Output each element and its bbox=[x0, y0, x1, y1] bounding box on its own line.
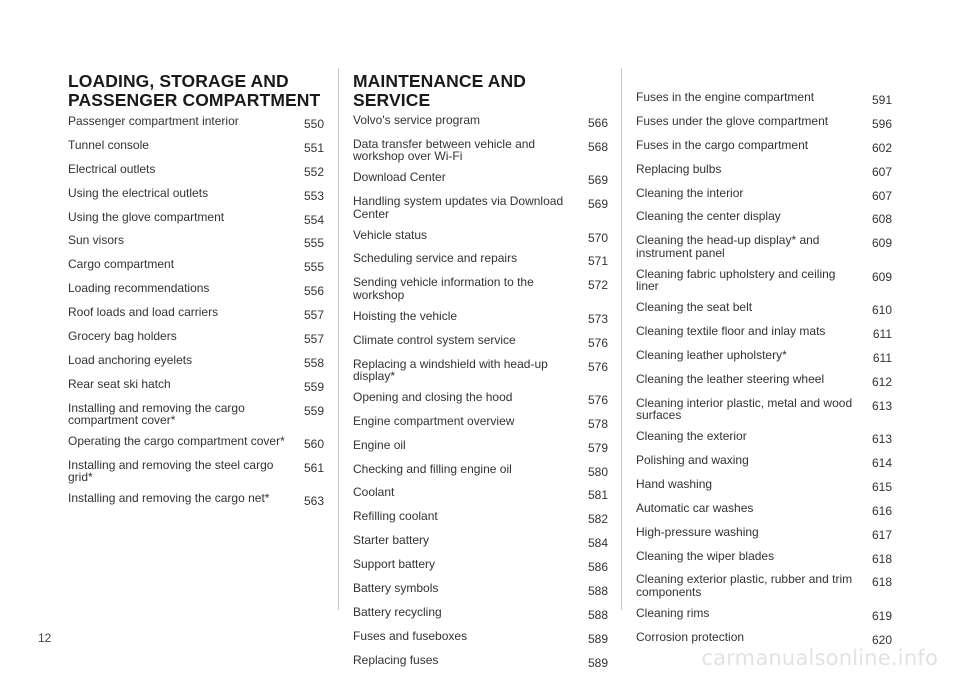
toc-column-loading bbox=[68, 62, 324, 516]
toc-entry[interactable] bbox=[68, 492, 324, 508]
toc-entry[interactable] bbox=[636, 234, 892, 259]
toc-entry[interactable] bbox=[636, 325, 892, 341]
toc-entry[interactable] bbox=[636, 163, 892, 179]
toc-entry-page: 619 bbox=[871, 608, 892, 623]
toc-entry-page: 572 bbox=[587, 278, 608, 293]
toc-entry-title: Cleaning the seat belt bbox=[636, 300, 753, 315]
toc-entry[interactable] bbox=[68, 115, 324, 131]
toc-entry-title: Roof loads and load carriers bbox=[68, 305, 219, 320]
toc-entry[interactable] bbox=[68, 459, 324, 484]
toc-entry-page: 615 bbox=[871, 479, 892, 494]
toc-entry[interactable] bbox=[353, 582, 608, 598]
toc-entry[interactable] bbox=[68, 378, 324, 394]
toc-entry[interactable] bbox=[68, 306, 324, 322]
toc-entry-title: Automatic car washes bbox=[636, 500, 754, 515]
toc-entry-title: Scheduling service and repairs bbox=[353, 251, 518, 266]
toc-entry-page: 609 bbox=[871, 269, 892, 284]
toc-entry-title: Replacing fuses bbox=[353, 652, 439, 667]
toc-list bbox=[68, 115, 324, 508]
toc-entry-page: 554 bbox=[303, 212, 324, 227]
toc-entry-page: 557 bbox=[303, 308, 324, 323]
toc-entry-title: Cleaning textile floor and inlay mats bbox=[636, 324, 826, 339]
toc-entry-title: Replacing a windshield with head-up display* bbox=[353, 356, 548, 384]
toc-entry[interactable] bbox=[636, 373, 892, 389]
toc-entry[interactable] bbox=[353, 439, 608, 455]
toc-entry[interactable] bbox=[636, 115, 892, 131]
toc-entry-title: Opening and closing the hood bbox=[353, 389, 513, 404]
toc-entry-page: 618 bbox=[871, 551, 892, 566]
toc-entry-page: 608 bbox=[871, 212, 892, 227]
toc-entry-page: 588 bbox=[587, 607, 608, 622]
toc-entry-title: Installing and removing the cargo compartment cover* bbox=[68, 400, 245, 428]
toc-entry-title: Sending vehicle information to the workshop bbox=[353, 275, 534, 302]
toc-entry[interactable] bbox=[636, 349, 892, 365]
toc-entry-title: Cleaning fabric upholstery and ceiling liner bbox=[636, 266, 836, 294]
toc-entry-page: 571 bbox=[587, 254, 608, 269]
toc-entry-title: Cleaning the center display bbox=[636, 209, 781, 224]
toc-entry-page: 602 bbox=[871, 140, 892, 155]
toc-entry-title: Cleaning the head-up display* and instrument panel bbox=[636, 233, 820, 260]
column-divider bbox=[621, 68, 622, 610]
toc-entry-page: 616 bbox=[871, 503, 892, 518]
toc-entry-page: 576 bbox=[587, 359, 608, 374]
toc-entry-page: 550 bbox=[303, 117, 324, 131]
toc-entry[interactable] bbox=[353, 276, 608, 301]
toc-entry-page: 596 bbox=[871, 116, 892, 131]
toc-entry-title: Cleaning leather upholstery* bbox=[636, 347, 787, 362]
toc-entry-page: 607 bbox=[871, 164, 892, 179]
toc-entry-title: Coolant bbox=[353, 485, 395, 500]
toc-entry-page: 559 bbox=[303, 403, 324, 418]
toc-entry[interactable] bbox=[68, 234, 324, 250]
toc-entry[interactable] bbox=[636, 573, 892, 598]
toc-entry-page: 581 bbox=[587, 488, 608, 503]
toc-entry-title: Passenger compartment interior bbox=[68, 114, 239, 128]
toc-entry-page: 580 bbox=[587, 464, 608, 479]
toc-entry-title: Operating the cargo compartment cover* bbox=[68, 434, 285, 449]
toc-entry[interactable] bbox=[353, 534, 608, 550]
toc-entry-title: Cleaning rims bbox=[636, 605, 710, 620]
toc-entry[interactable] bbox=[68, 187, 324, 203]
toc-entry-title: Cleaning the wiper blades bbox=[636, 548, 775, 563]
toc-entry[interactable] bbox=[353, 229, 608, 245]
toc-entry-page: 589 bbox=[587, 655, 608, 670]
toc-entry[interactable] bbox=[353, 606, 608, 622]
toc-entry-page: 576 bbox=[587, 392, 608, 407]
watermark: carmanualsonline.info bbox=[701, 646, 938, 670]
toc-entry-title: Fuses under the glove compartment bbox=[636, 113, 829, 128]
toc-entry[interactable] bbox=[353, 391, 608, 407]
toc-entry-title: Download Center bbox=[353, 170, 446, 185]
toc-entry[interactable] bbox=[636, 210, 892, 226]
toc-column-maintenance bbox=[353, 62, 608, 678]
toc-entry-title: Volvo's service program bbox=[353, 113, 481, 127]
toc-entry[interactable] bbox=[68, 330, 324, 346]
toc-entry-title: Cleaning the leather steering wheel bbox=[636, 371, 825, 386]
toc-entry[interactable] bbox=[68, 435, 324, 451]
toc-entry-title: High-pressure washing bbox=[636, 524, 759, 539]
section-heading: MAINTENANCE AND SERVICE bbox=[353, 71, 526, 110]
toc-entry[interactable] bbox=[68, 282, 324, 298]
toc-entry-page: 561 bbox=[303, 460, 324, 475]
toc-entry-page: 586 bbox=[587, 560, 608, 575]
toc-entry[interactable] bbox=[353, 358, 608, 383]
toc-entry-page: 551 bbox=[303, 140, 324, 155]
toc-entry[interactable] bbox=[636, 301, 892, 317]
toc-entry-page: 569 bbox=[587, 173, 608, 188]
toc-entry-title: Cargo compartment bbox=[68, 257, 175, 272]
toc-entry-page: 609 bbox=[871, 236, 892, 251]
toc-entry-title: Support battery bbox=[353, 557, 436, 572]
toc-entry-title: Battery symbols bbox=[353, 581, 439, 596]
toc-entry-title: Electrical outlets bbox=[68, 161, 156, 176]
toc-entry-page: 579 bbox=[587, 440, 608, 455]
toc-entry-title: Fuses in the engine compartment bbox=[636, 90, 815, 104]
toc-entry-page: 584 bbox=[587, 536, 608, 551]
toc-entry-page: 573 bbox=[587, 311, 608, 326]
toc-entry[interactable] bbox=[353, 252, 608, 268]
toc-entry[interactable] bbox=[68, 354, 324, 370]
toc-entry-title: Data transfer between vehicle and workshop over Wi-Fi bbox=[353, 136, 536, 164]
toc-entry[interactable] bbox=[353, 463, 608, 479]
toc-entry[interactable] bbox=[353, 310, 608, 326]
toc-entry-page: 607 bbox=[871, 188, 892, 203]
toc-entry-title: Cleaning the interior bbox=[636, 185, 744, 200]
toc-column-maintenance-continued bbox=[636, 62, 892, 655]
toc-entry-page: 613 bbox=[871, 432, 892, 447]
toc-entry-page: 566 bbox=[587, 116, 608, 130]
toc-list bbox=[636, 91, 892, 646]
toc-entry[interactable] bbox=[353, 654, 608, 670]
toc-entry-page: 559 bbox=[303, 379, 324, 394]
toc-entry-title: Fuses in the cargo compartment bbox=[636, 137, 809, 152]
toc-entry-page: 613 bbox=[871, 398, 892, 413]
toc-entry-page: 618 bbox=[871, 575, 892, 590]
toc-entry-page: 591 bbox=[871, 93, 892, 107]
toc-entry-page: 582 bbox=[587, 512, 608, 527]
toc-entry-page: 560 bbox=[303, 437, 324, 452]
toc-entry[interactable] bbox=[636, 502, 892, 518]
toc-entry-title: Climate control system service bbox=[353, 332, 516, 347]
toc-entry[interactable] bbox=[353, 558, 608, 574]
toc-entry-title: Fuses and fuseboxes bbox=[353, 628, 468, 643]
toc-entry[interactable] bbox=[68, 163, 324, 179]
toc-entry[interactable] bbox=[636, 187, 892, 203]
toc-entry[interactable] bbox=[636, 268, 892, 293]
toc-entry[interactable] bbox=[68, 402, 324, 427]
toc-entry-title: Engine oil bbox=[353, 437, 406, 452]
toc-entry[interactable] bbox=[636, 607, 892, 623]
column-divider bbox=[338, 68, 339, 610]
toc-entry[interactable] bbox=[636, 550, 892, 566]
toc-entry-title: Handling system updates via Download Center bbox=[353, 194, 564, 221]
toc-entry[interactable] bbox=[68, 258, 324, 274]
toc-entry-page: 570 bbox=[587, 230, 608, 245]
toc-entry[interactable] bbox=[353, 415, 608, 431]
toc-entry-title: Replacing bulbs bbox=[636, 161, 722, 176]
toc-entry-page: 589 bbox=[587, 631, 608, 646]
toc-entry[interactable] bbox=[68, 139, 324, 155]
toc-entry-page: 553 bbox=[303, 188, 324, 203]
toc-entry-page: 555 bbox=[303, 236, 324, 251]
toc-entry[interactable] bbox=[636, 454, 892, 470]
page-number: 12 bbox=[38, 631, 52, 645]
toc-entry-page: 611 bbox=[872, 327, 892, 342]
toc-entry-title: Using the glove compartment bbox=[68, 209, 225, 224]
toc-entry[interactable] bbox=[353, 195, 608, 220]
toc-entry-title: Using the electrical outlets bbox=[68, 185, 209, 200]
toc-entry-page: 576 bbox=[587, 335, 608, 350]
toc-entry[interactable] bbox=[353, 486, 608, 502]
toc-entry[interactable] bbox=[636, 478, 892, 494]
toc-entry-title: Battery recycling bbox=[353, 604, 442, 619]
toc-entry-page: 620 bbox=[871, 632, 892, 647]
toc-list bbox=[353, 114, 608, 669]
toc-entry-title: Tunnel console bbox=[68, 137, 149, 152]
toc-entry[interactable] bbox=[636, 91, 892, 107]
toc-entry[interactable] bbox=[636, 631, 892, 647]
section-heading: LOADING, STORAGE AND PASSENGER COMPARTMENT bbox=[68, 71, 321, 110]
toc-entry-page: 556 bbox=[303, 284, 324, 299]
toc-entry-title: Grocery bag holders bbox=[68, 329, 177, 344]
toc-entry[interactable] bbox=[353, 114, 608, 130]
toc-entry-title: Checking and filling engine oil bbox=[353, 461, 512, 476]
toc-entry[interactable] bbox=[636, 430, 892, 446]
toc-entry-page: 555 bbox=[303, 260, 324, 275]
toc-entry-title: Cleaning the exterior bbox=[636, 429, 747, 444]
toc-entry[interactable] bbox=[353, 334, 608, 350]
toc-entry-title: Refilling coolant bbox=[353, 509, 438, 524]
toc-entry-title: Cleaning exterior plastic, rubber and trim components bbox=[636, 572, 853, 599]
toc-entry-page: 578 bbox=[587, 416, 608, 431]
toc-entry[interactable] bbox=[636, 139, 892, 155]
toc-entry-page: 614 bbox=[871, 455, 892, 470]
toc-entry-page: 569 bbox=[587, 197, 608, 212]
toc-entry[interactable] bbox=[353, 171, 608, 187]
toc-entry-page: 563 bbox=[303, 494, 324, 509]
toc-entry-title: Polishing and waxing bbox=[636, 452, 749, 467]
toc-entry-page: 557 bbox=[303, 332, 324, 347]
toc-entry-title: Engine compartment overview bbox=[353, 413, 515, 428]
toc-entry[interactable] bbox=[353, 630, 608, 646]
toc-entry-page: 617 bbox=[871, 527, 892, 542]
toc-entry-page: 588 bbox=[587, 584, 608, 599]
toc-entry[interactable] bbox=[353, 138, 608, 163]
toc-entry-page: 558 bbox=[303, 355, 324, 370]
toc-entry-title: Loading recommendations bbox=[68, 281, 210, 296]
toc-entry-title: Sun visors bbox=[68, 233, 125, 248]
toc-entry-title: Vehicle status bbox=[353, 227, 428, 242]
toc-entry-page: 552 bbox=[303, 164, 324, 179]
toc-entry-page: 610 bbox=[871, 303, 892, 318]
toc-entry-title: Starter battery bbox=[353, 533, 430, 548]
toc-entry-title: Cleaning interior plastic, metal and wood surfaces bbox=[636, 395, 853, 423]
toc-entry-title: Hoisting the vehicle bbox=[353, 308, 458, 323]
toc-entry[interactable] bbox=[636, 526, 892, 542]
toc-entry-title: Load anchoring eyelets bbox=[68, 352, 193, 367]
toc-entry-title: Corrosion protection bbox=[636, 629, 745, 644]
toc-entry-title: Hand washing bbox=[636, 476, 713, 491]
toc-entry-page: 612 bbox=[871, 374, 892, 389]
toc-entry[interactable] bbox=[68, 211, 324, 227]
toc-entry[interactable] bbox=[353, 510, 608, 526]
heading-spacer bbox=[636, 62, 892, 91]
toc-entry-title: Installing and removing the steel cargo grid* bbox=[68, 457, 274, 485]
toc-entry[interactable] bbox=[636, 397, 892, 422]
toc-entry-page: 611 bbox=[872, 350, 892, 365]
toc-entry-title: Rear seat ski hatch bbox=[68, 376, 171, 391]
toc-entry-title: Installing and removing the cargo net* bbox=[68, 491, 270, 506]
toc-entry-page: 568 bbox=[587, 139, 608, 154]
